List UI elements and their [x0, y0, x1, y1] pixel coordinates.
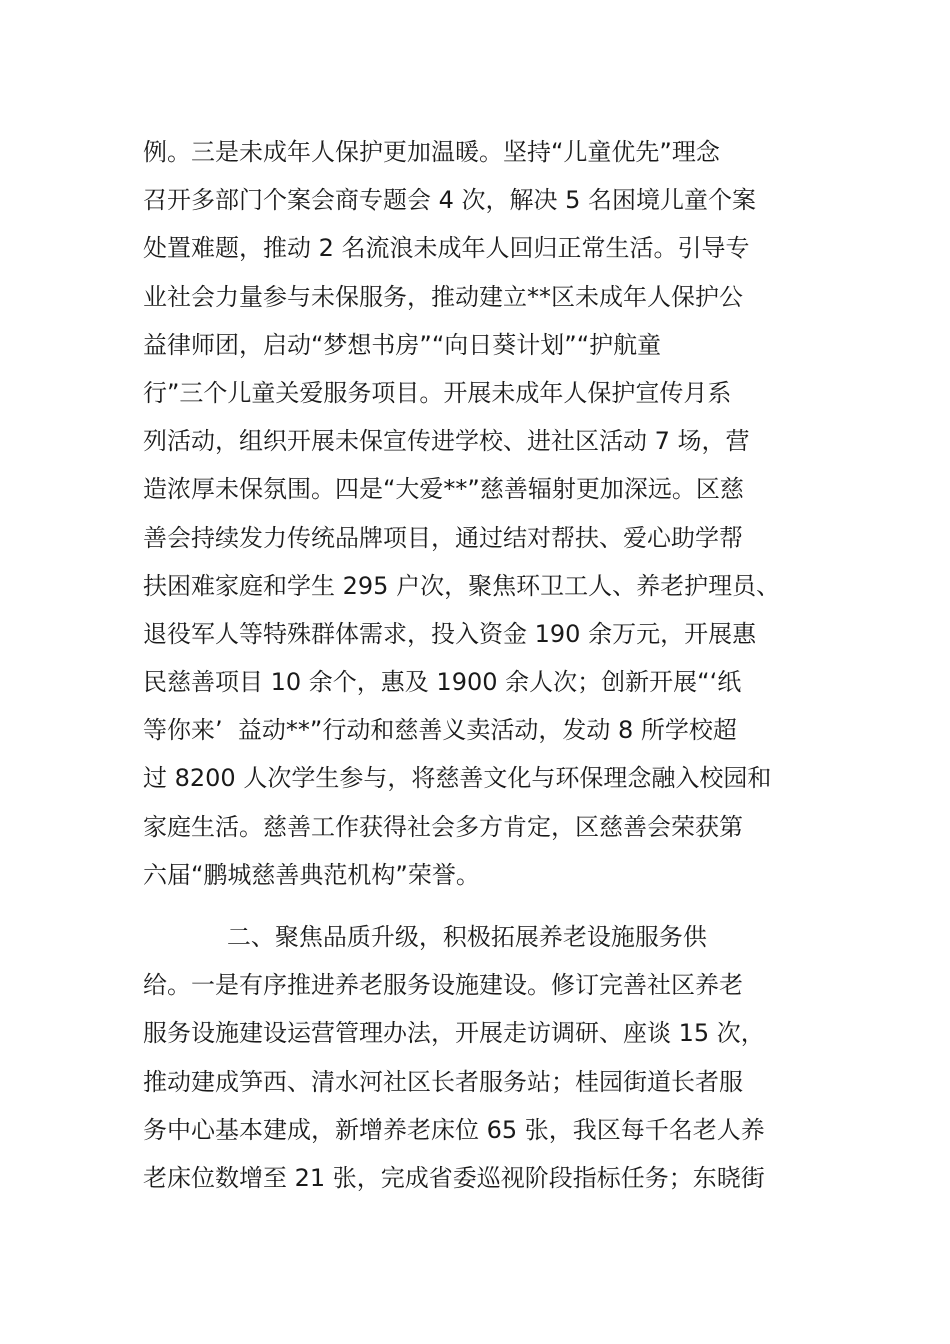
text-line: 行”三个儿童关爱服务项目。开展未成年人保护宣传月系: [143, 378, 732, 407]
text-line: 过 8200 人次学生参与，将慈善文化与环保理念融入校园和: [143, 764, 772, 793]
paragraph-charity-and-minors: [143, 128, 823, 899]
text-line: 召开多部门个案会商专题会 4 次，解决 5 名困境儿童个案: [143, 186, 757, 215]
paragraph-elderly-care: [143, 913, 823, 1202]
text-line: 家庭生活。慈善工作获得社会多方肯定，区慈善会荣获第: [143, 812, 743, 841]
text-line: 给。一是有序推进养老服务设施建设。修订完善社区养老: [143, 971, 743, 1000]
text-line: 等你来’ 益动**”行动和慈善义卖活动，发动 8 所学校超: [143, 716, 737, 745]
text-line: 处置难题，推动 2 名流浪未成年人回归正常生活。引导专: [143, 234, 750, 263]
text-line: 退役军人等特殊群体需求，投入资金 190 余万元，开展惠: [143, 619, 757, 648]
text-line: 六届“鹏城慈善典范机构”荣誉。: [143, 860, 480, 889]
text-line: 例。三是未成年人保护更加温暖。坚持“儿童优先”理念: [143, 138, 720, 166]
text-line: 老床位数增至 21 张，完成省委巡视阶段指标任务；东晓街: [143, 1163, 765, 1192]
text-line: 造浓厚未保氛围。四是“大爱**”慈善辐射更加深远。区慈: [143, 475, 744, 504]
text-line: 业社会力量参与未保服务，推动建立**区未成年人保护公: [143, 282, 743, 311]
text-line: 益律师团，启动“梦想书房”“向日葵计划”“护航童: [143, 330, 662, 359]
text-line: 善会持续发力传统品牌项目，通过结对帮扶、爱心助学帮: [143, 523, 743, 552]
text-line: 列活动，组织开展未保宣传进学校、进社区活动 7 场，营: [143, 427, 750, 456]
text-line: 务中心基本建成，新增养老床位 65 张，我区每千名老人养: [143, 1115, 765, 1144]
text-line: 服务设施建设运营管理办法，开展走访调研、座谈 15 次，: [143, 1019, 765, 1048]
text-line: 扶困难家庭和学生 295 户次，聚焦环卫工人、养老护理员、: [143, 571, 781, 600]
section-heading-line: 二、聚焦品质升级，积极拓展养老设施服务供: [143, 923, 707, 951]
body-text: [143, 128, 823, 1202]
paragraph-gap: [143, 899, 823, 913]
text-line: 推动建成笋西、清水河社区长者服务站；桂园街道长者服: [143, 1067, 743, 1096]
text-line: 民慈善项目 10 余个，惠及 1900 余人次；创新开展“‘纸: [143, 668, 742, 697]
